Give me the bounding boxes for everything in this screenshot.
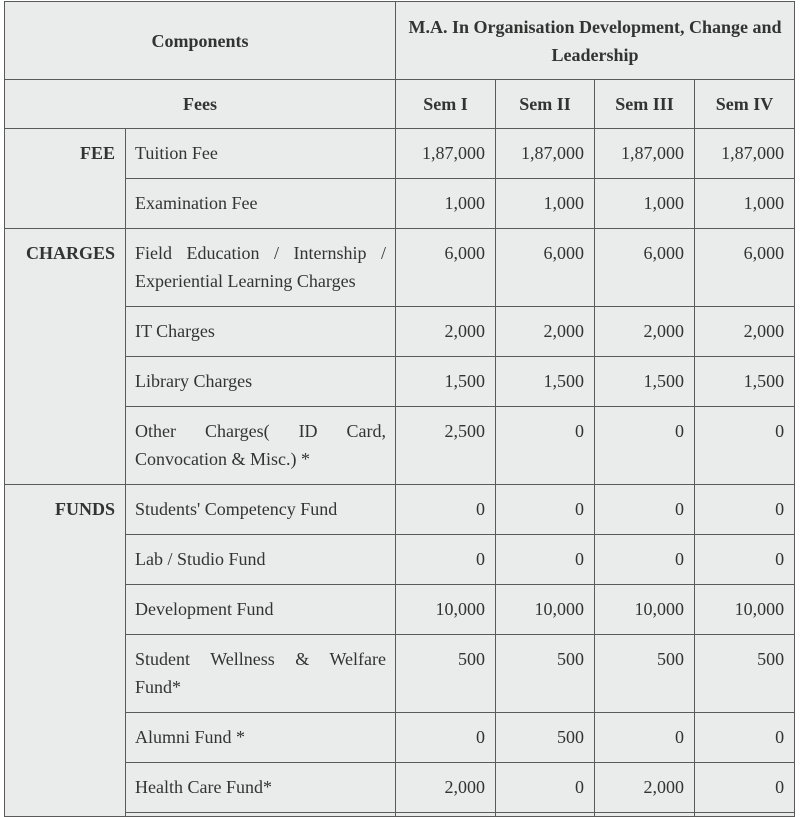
cell-value: 1,87,000 bbox=[496, 129, 595, 179]
cell-value: 0 bbox=[695, 485, 795, 535]
cell-value: 2,000 bbox=[396, 763, 496, 813]
cell-value: 0 bbox=[695, 763, 795, 813]
cell-value: 2,000 bbox=[496, 307, 595, 357]
cell-value: 1,87,000 bbox=[595, 129, 695, 179]
row-label: Student Wellness & Welfare Fund* bbox=[126, 635, 396, 713]
cell-value: 6,000 bbox=[695, 229, 795, 307]
cell-value: 1,500 bbox=[396, 357, 496, 407]
cell-value: 10,000 bbox=[496, 585, 595, 635]
cell-value: 10,000 bbox=[595, 585, 695, 635]
cell-value: 0 bbox=[595, 535, 695, 585]
cell-value: 0 bbox=[695, 535, 795, 585]
cell-value: 6,000 bbox=[496, 229, 595, 307]
cell-value: 0 bbox=[396, 535, 496, 585]
cell-value: 2,000 bbox=[595, 763, 695, 813]
category-fee: FEE bbox=[5, 129, 126, 229]
cell-value: 1,500 bbox=[595, 357, 695, 407]
header-row bbox=[5, 2, 795, 80]
row-label: Other Charges( ID Card, Convocation & Misc.) * bbox=[126, 407, 396, 485]
cell-value: 500 bbox=[695, 635, 795, 713]
semester-header-row bbox=[5, 80, 795, 129]
cell-value: 10,000 bbox=[396, 585, 496, 635]
cell-value: 6,000 bbox=[595, 229, 695, 307]
cell-value: 0 bbox=[396, 713, 496, 763]
partial-cell bbox=[396, 813, 496, 817]
row-label: Health Care Fund* bbox=[126, 763, 396, 813]
cell-value: 1,000 bbox=[496, 179, 595, 229]
table-row bbox=[5, 485, 795, 535]
partial-cell bbox=[496, 813, 595, 817]
row-label: Tuition Fee bbox=[126, 129, 396, 179]
cell-value: 2,000 bbox=[396, 307, 496, 357]
cell-value: 500 bbox=[595, 635, 695, 713]
cell-value: 0 bbox=[496, 763, 595, 813]
table-row bbox=[5, 229, 795, 307]
cell-value: 0 bbox=[595, 713, 695, 763]
cell-value: 500 bbox=[496, 635, 595, 713]
row-label: Students' Competency Fund bbox=[126, 485, 396, 535]
row-label: Examination Fee bbox=[126, 179, 396, 229]
components-header: Components bbox=[5, 2, 396, 80]
cell-value: 1,000 bbox=[595, 179, 695, 229]
cell-value: 0 bbox=[695, 407, 795, 485]
cell-value: 0 bbox=[396, 485, 496, 535]
cell-value: 500 bbox=[396, 635, 496, 713]
cell-value: 2,000 bbox=[695, 307, 795, 357]
sem-header-3: Sem III bbox=[595, 80, 695, 129]
cell-value: 500 bbox=[496, 713, 595, 763]
cell-value: 1,000 bbox=[396, 179, 496, 229]
partial-cell bbox=[595, 813, 695, 817]
category-charges: CHARGES bbox=[5, 229, 126, 485]
row-label: IT Charges bbox=[126, 307, 396, 357]
cell-value: 0 bbox=[695, 713, 795, 763]
cell-value: 0 bbox=[595, 485, 695, 535]
row-label: Library Charges bbox=[126, 357, 396, 407]
partial-cell bbox=[126, 813, 396, 817]
cell-value: 6,000 bbox=[396, 229, 496, 307]
cell-value: 0 bbox=[496, 535, 595, 585]
cell-value: 0 bbox=[595, 407, 695, 485]
cell-value: 2,000 bbox=[595, 307, 695, 357]
sem-header-2: Sem II bbox=[496, 80, 595, 129]
cell-value: 0 bbox=[496, 485, 595, 535]
cell-value: 10,000 bbox=[695, 585, 795, 635]
row-label: Alumni Fund * bbox=[126, 713, 396, 763]
cell-value: 1,87,000 bbox=[695, 129, 795, 179]
sem-header-4: Sem IV bbox=[695, 80, 795, 129]
fees-header: Fees bbox=[5, 80, 396, 129]
cell-value: 1,500 bbox=[695, 357, 795, 407]
row-label: Development Fund bbox=[126, 585, 396, 635]
partial-cell bbox=[695, 813, 795, 817]
table-row bbox=[5, 129, 795, 179]
cell-value: 1,500 bbox=[496, 357, 595, 407]
category-funds: FUNDS bbox=[5, 485, 126, 817]
row-label: Lab / Studio Fund bbox=[126, 535, 396, 585]
cell-value: 1,87,000 bbox=[396, 129, 496, 179]
cell-value: 0 bbox=[496, 407, 595, 485]
program-header: M.A. In Organisation Development, Change and Leadership bbox=[396, 2, 795, 80]
cell-value: 2,500 bbox=[396, 407, 496, 485]
cell-value: 1,000 bbox=[695, 179, 795, 229]
sem-header-1: Sem I bbox=[396, 80, 496, 129]
fee-structure-table bbox=[4, 1, 795, 817]
row-label: Field Education / Internship / Experiential Learning Charges bbox=[126, 229, 396, 307]
